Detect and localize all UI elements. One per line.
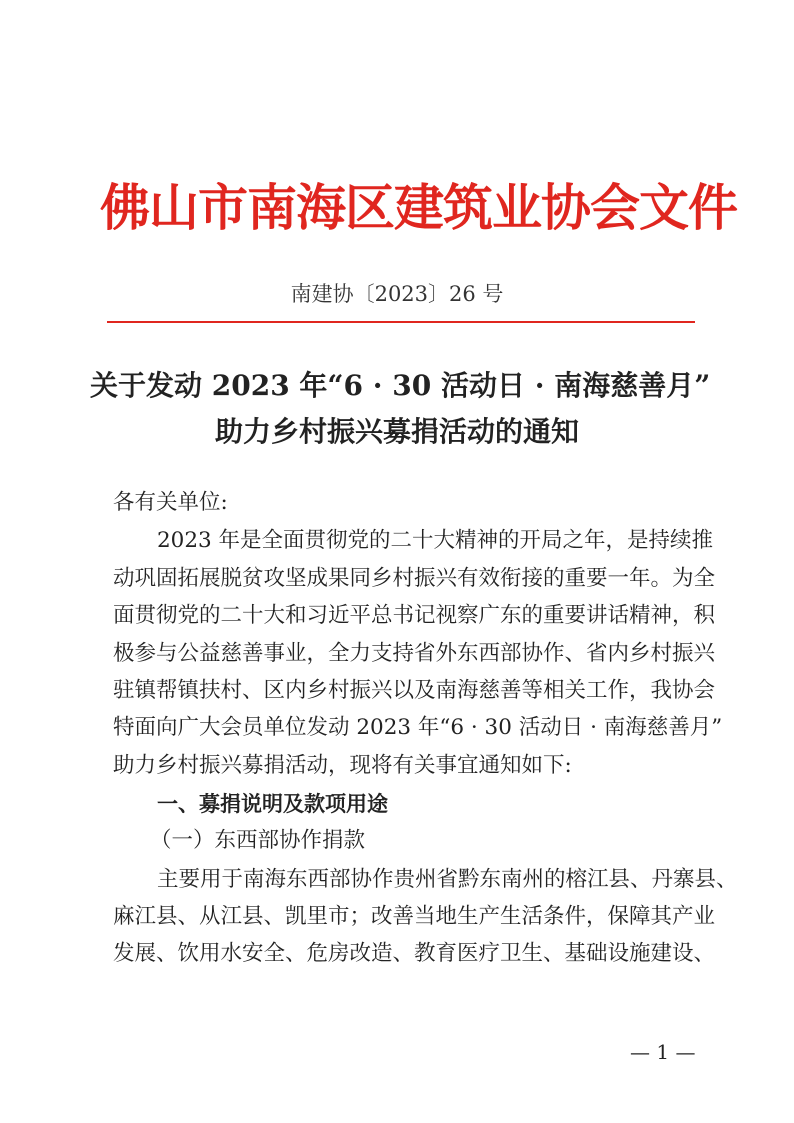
paragraph-line: 驻镇帮镇扶村、区内乡村振兴以及南海慈善等相关工作，我协会 bbox=[113, 678, 716, 703]
salutation: 各有关单位: bbox=[113, 490, 228, 515]
paragraph-line: 麻江县、从江县、凯里市；改善当地生产生活条件，保障其产业 bbox=[113, 904, 716, 929]
notice-title-line1: 关于发动 2023 年“6 · 30 活动日 · 南海慈善月” bbox=[90, 369, 711, 402]
notice-title-line2: 助力乡村振兴募捐活动的通知 bbox=[214, 415, 579, 448]
paragraph-line: 主要用于南海东西部协作贵州省黔东南州的榕江县、丹寨县、 bbox=[157, 867, 738, 892]
paragraph-line: 面贯彻党的二十大和习近平总书记视察广东的重要讲话精神，积 bbox=[113, 603, 716, 628]
paragraph-line: 发展、饮用水安全、危房改造、教育医疗卫生、基础设施建设、 bbox=[113, 941, 716, 966]
paragraph-line: 助力乡村振兴募捐活动，现将有关事宜通知如下: bbox=[113, 753, 572, 778]
page-number: — 1 — bbox=[630, 1040, 696, 1064]
paragraph-line: 2023 年是全面贯彻党的二十大精神的开局之年，是持续推 bbox=[157, 528, 714, 553]
org-title: 佛山市南海区建筑业协会文件 bbox=[100, 179, 737, 237]
subsection-heading: （一）东西部协作捐款 bbox=[150, 828, 366, 853]
paragraph-line: 极参与公益慈善事业，全力支持省外东西部协作、省内乡村振兴 bbox=[113, 641, 716, 666]
doc-number: 南建协〔2023〕26 号 bbox=[290, 282, 504, 306]
paragraph-line: 动巩固拓展脱贫攻坚成果同乡村振兴有效衔接的重要一年。为全 bbox=[113, 566, 716, 591]
paragraph-line: 特面向广大会员单位发动 2023 年“6 · 30 活动日 · 南海慈善月” bbox=[113, 715, 723, 740]
red-divider bbox=[107, 321, 695, 323]
section-heading: 一、募捐说明及款项用途 bbox=[157, 792, 388, 816]
